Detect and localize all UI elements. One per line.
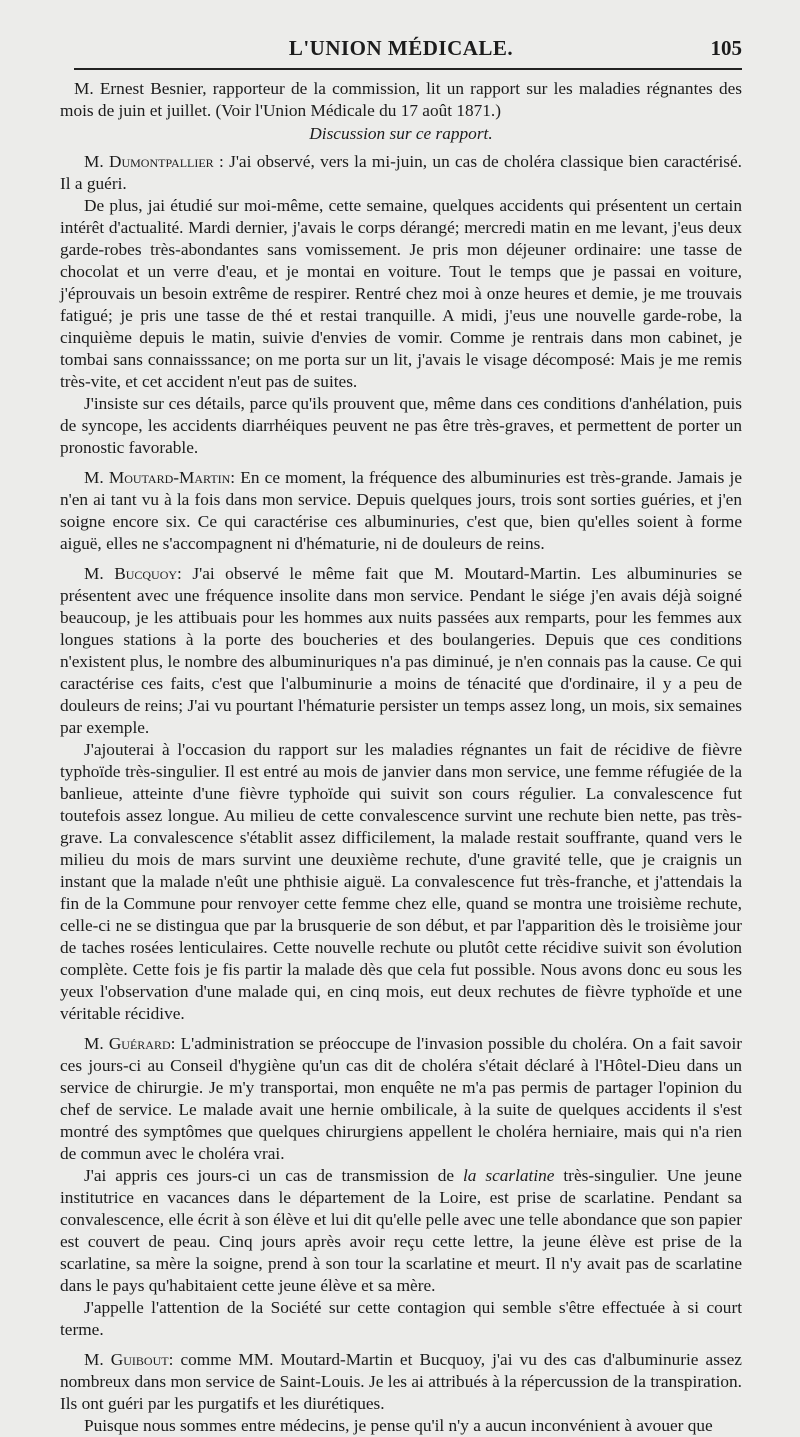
section-heading: Discussion sur ce rapport. <box>309 124 493 143</box>
italic-term: la scarlatine <box>462 1166 555 1185</box>
journal-title: L'UNION MÉDICALE. <box>288 36 514 60</box>
paragraph: J'ai appris ces jours-ci un cas de transmission de la scarlatine très-singulier. Une jeune institutrice en vacances dans le département de la Loire, est prise de scarlatine. Pendant sa convalescence, elle écrit à son élève et lui dit qu'elle pelle avec une telle abondance que son papier est couvert de peau. Cinq jours après avoir reçu cette lettre, la jeune élève est prise de la scarlatine, sa mère la soigne, prend à son tour la scarlatine et meurt. Il n'y avait pas de scarlatine dans le pays qu'habitaient cette jeune élève et sa mère. <box>60 1166 742 1295</box>
speaker-name: M. Bucquoy: <box>84 564 182 583</box>
paragraph-guerard: M. Guérard: L'administration se préoccupe de l'invasion possible du choléra. On a fait savoir ces jours-ci au Conseil d'hygiène qu'un cas dit de choléra s'était déclaré à l'Hôtel-Dieu dans un service de chirurgie. Je m'y transportai, mon enquête ne m'a pas permis de partager l'opinion du chef de service. Le malade avait une hernie ombilicale, à la suite de quelques accidents il s'est montré des symptômes que quelques chirurgiens appellent le choléra herniaire, mais qui n'a rien de commun avec le choléra vrai. <box>60 1034 743 1163</box>
paragraph-dumontpallier: M. Dumontpallier : J'ai observé, vers la mi-juin, un cas de choléra classique bien caractérisé. Il a guéri. <box>60 152 742 193</box>
paragraph: De plus, jai étudié sur moi-même, cette semaine, quelques accidents qui présentent un certain intérêt d'actualité. Mardi dernier, j'avais le corps dérangé; mercredi matin en me levant, j'eus deux garde-robes très-abondantes sans vomissement. Je pris mon déjeuner ordinaire: une tasse de chocolat et un verre d'eau, et je montai en voiture. Tout le temps que je passai en voiture, j'éprouvais un besoin extrême de respirer. Rentré chez moi à onze heures et demie, je me trouvais fatigué; je pris une tasse de thé et restai tranquille. A midi, j'eus une nouvelle garde-robe, la cinquième depuis le matin, suivie d'envies de vomir. Comme je rentrais dans mon cabinet, je tombai sans connaisssance; on me porta sur un lit, j'avais le visage décomposé: Mais je me remis très-vite, et cet accident n'eut pas de suites. <box>60 196 742 391</box>
header-rule <box>74 68 742 70</box>
page-number: 105 <box>710 36 742 60</box>
paragraph-guibout: M. Guibout: comme MM. Moutard-Martin et Bucquoy, j'ai vu des cas d'albuminurie assez nombreux dans mon service de Saint-Louis. Je les ai attribués à la répercussion de la transpiration. Ils ont guéri par les purgatifs et les diurétiques. <box>60 1350 742 1413</box>
paragraph: J'insiste sur ces détails, parce qu'ils prouvent que, même dans ces conditions d'anhélation, puis de syncope, les accidents diarrhéiques peuvent ne pas être très-graves, et permettent de porter un pronostic favorable. <box>60 394 742 457</box>
paragraph-moutard-martin: M. Moutard-Martin: En ce moment, la fréquence des albuminuries est très-grande. Jamais je n'en ai tant vu à la fois dans mon service. Depuis quelques jours, trois sont sorties guéries, et j'en soigne encore six. Ce qui caractérise ces albuminuries, c'est que, bien qu'elles soient à forme aiguë, elles ne s'accompagnent ni d'hématurie, ni de douleurs de reins. <box>60 468 742 553</box>
speaker-name: M. Moutard-Martin: <box>84 468 236 487</box>
body-text <box>60 78 742 1437</box>
paragraph: J'appelle l'attention de la Société sur cette contagion qui semble s'être effectuée à si court terme. <box>60 1298 742 1339</box>
paragraph: J'ajouterai à l'occasion du rapport sur les maladies régnantes un fait de récidive de fièvre typhoïde très-singulier. Il est entré au mois de janvier dans mon service, une femme réfugiée de la banlieue, atteinte d'une fièvre typhoïde qui suivit son cours régulier. La convalescence fut toutefois assez longue. Au milieu de cette convalescence survint une rechute bien nette, pas très-grave. La convalescence s'établit assez difficilement, la malade restait souffrante, quand vers le milieu du mois de mars survint une deuxième rechute, d'une gravité telle, que je craignis un instant que la malade n'eût une phthisie aiguë. La convalescence fut très-franche, et j'attendais la fin de la Commune pour renvoyer cette femme chez elle, quand se montra une troisième rechute, celle-ci ne se distingua que par la brusquerie de son début, et par l'apparition dès le troisième jour de taches rosées lenticulaires. Cette nouvelle rechute ou plutôt cette récidive suivit son évolution complète. Cette fois je fis partir la malade dès que cela fut possible. Nous avons donc eu sous les yeux l'observation d'une malade qui, en cinq mois, eut deux rechutes de fièvre typhoïde et une véritable récidive. <box>60 740 742 1023</box>
paragraph-besnier: M. Ernest Besnier, rapporteur de la commission, lit un rapport sur les maladies régnantes des mois de juin et juillet. (Voir l'Union Médicale du 17 août 1871.) <box>60 79 742 120</box>
running-header <box>60 32 742 66</box>
paragraph: Puisque nous sommes entre médecins, je pense qu'il n'y a aucun inconvénient à avouer que <box>84 1416 713 1435</box>
speaker-name: M. Guibout: <box>84 1350 174 1369</box>
speaker-name: M. Dumontpallier : <box>84 152 224 171</box>
speaker-name: M. Guérard: <box>84 1034 176 1053</box>
paragraph-bucquoy: M. Bucquoy: J'ai observé le même fait que M. Moutard-Martin. Les albuminuries se présentent avec une fréquence insolite dans mon service. Pendant le siége j'en avais déjà soigné beaucoup, je les attibuais pour les hommes aux nuits passées aux remparts, pour les femmes aux longues stations à la porte des boucheries et des boulangeries. Depuis que ces conditions n'existent plus, le nombre des albuminuriques n'a pas diminué, je n'en connais pas la cause. Ce qui caractérise ces faits, c'est que l'albuminurie a moins de ténacité que d'ordinaire, il y a peu de douleurs de reins; J'ai vu pourtant l'hématurie persister un temps assez long, un mois, six semaines par exemple. <box>60 564 743 737</box>
